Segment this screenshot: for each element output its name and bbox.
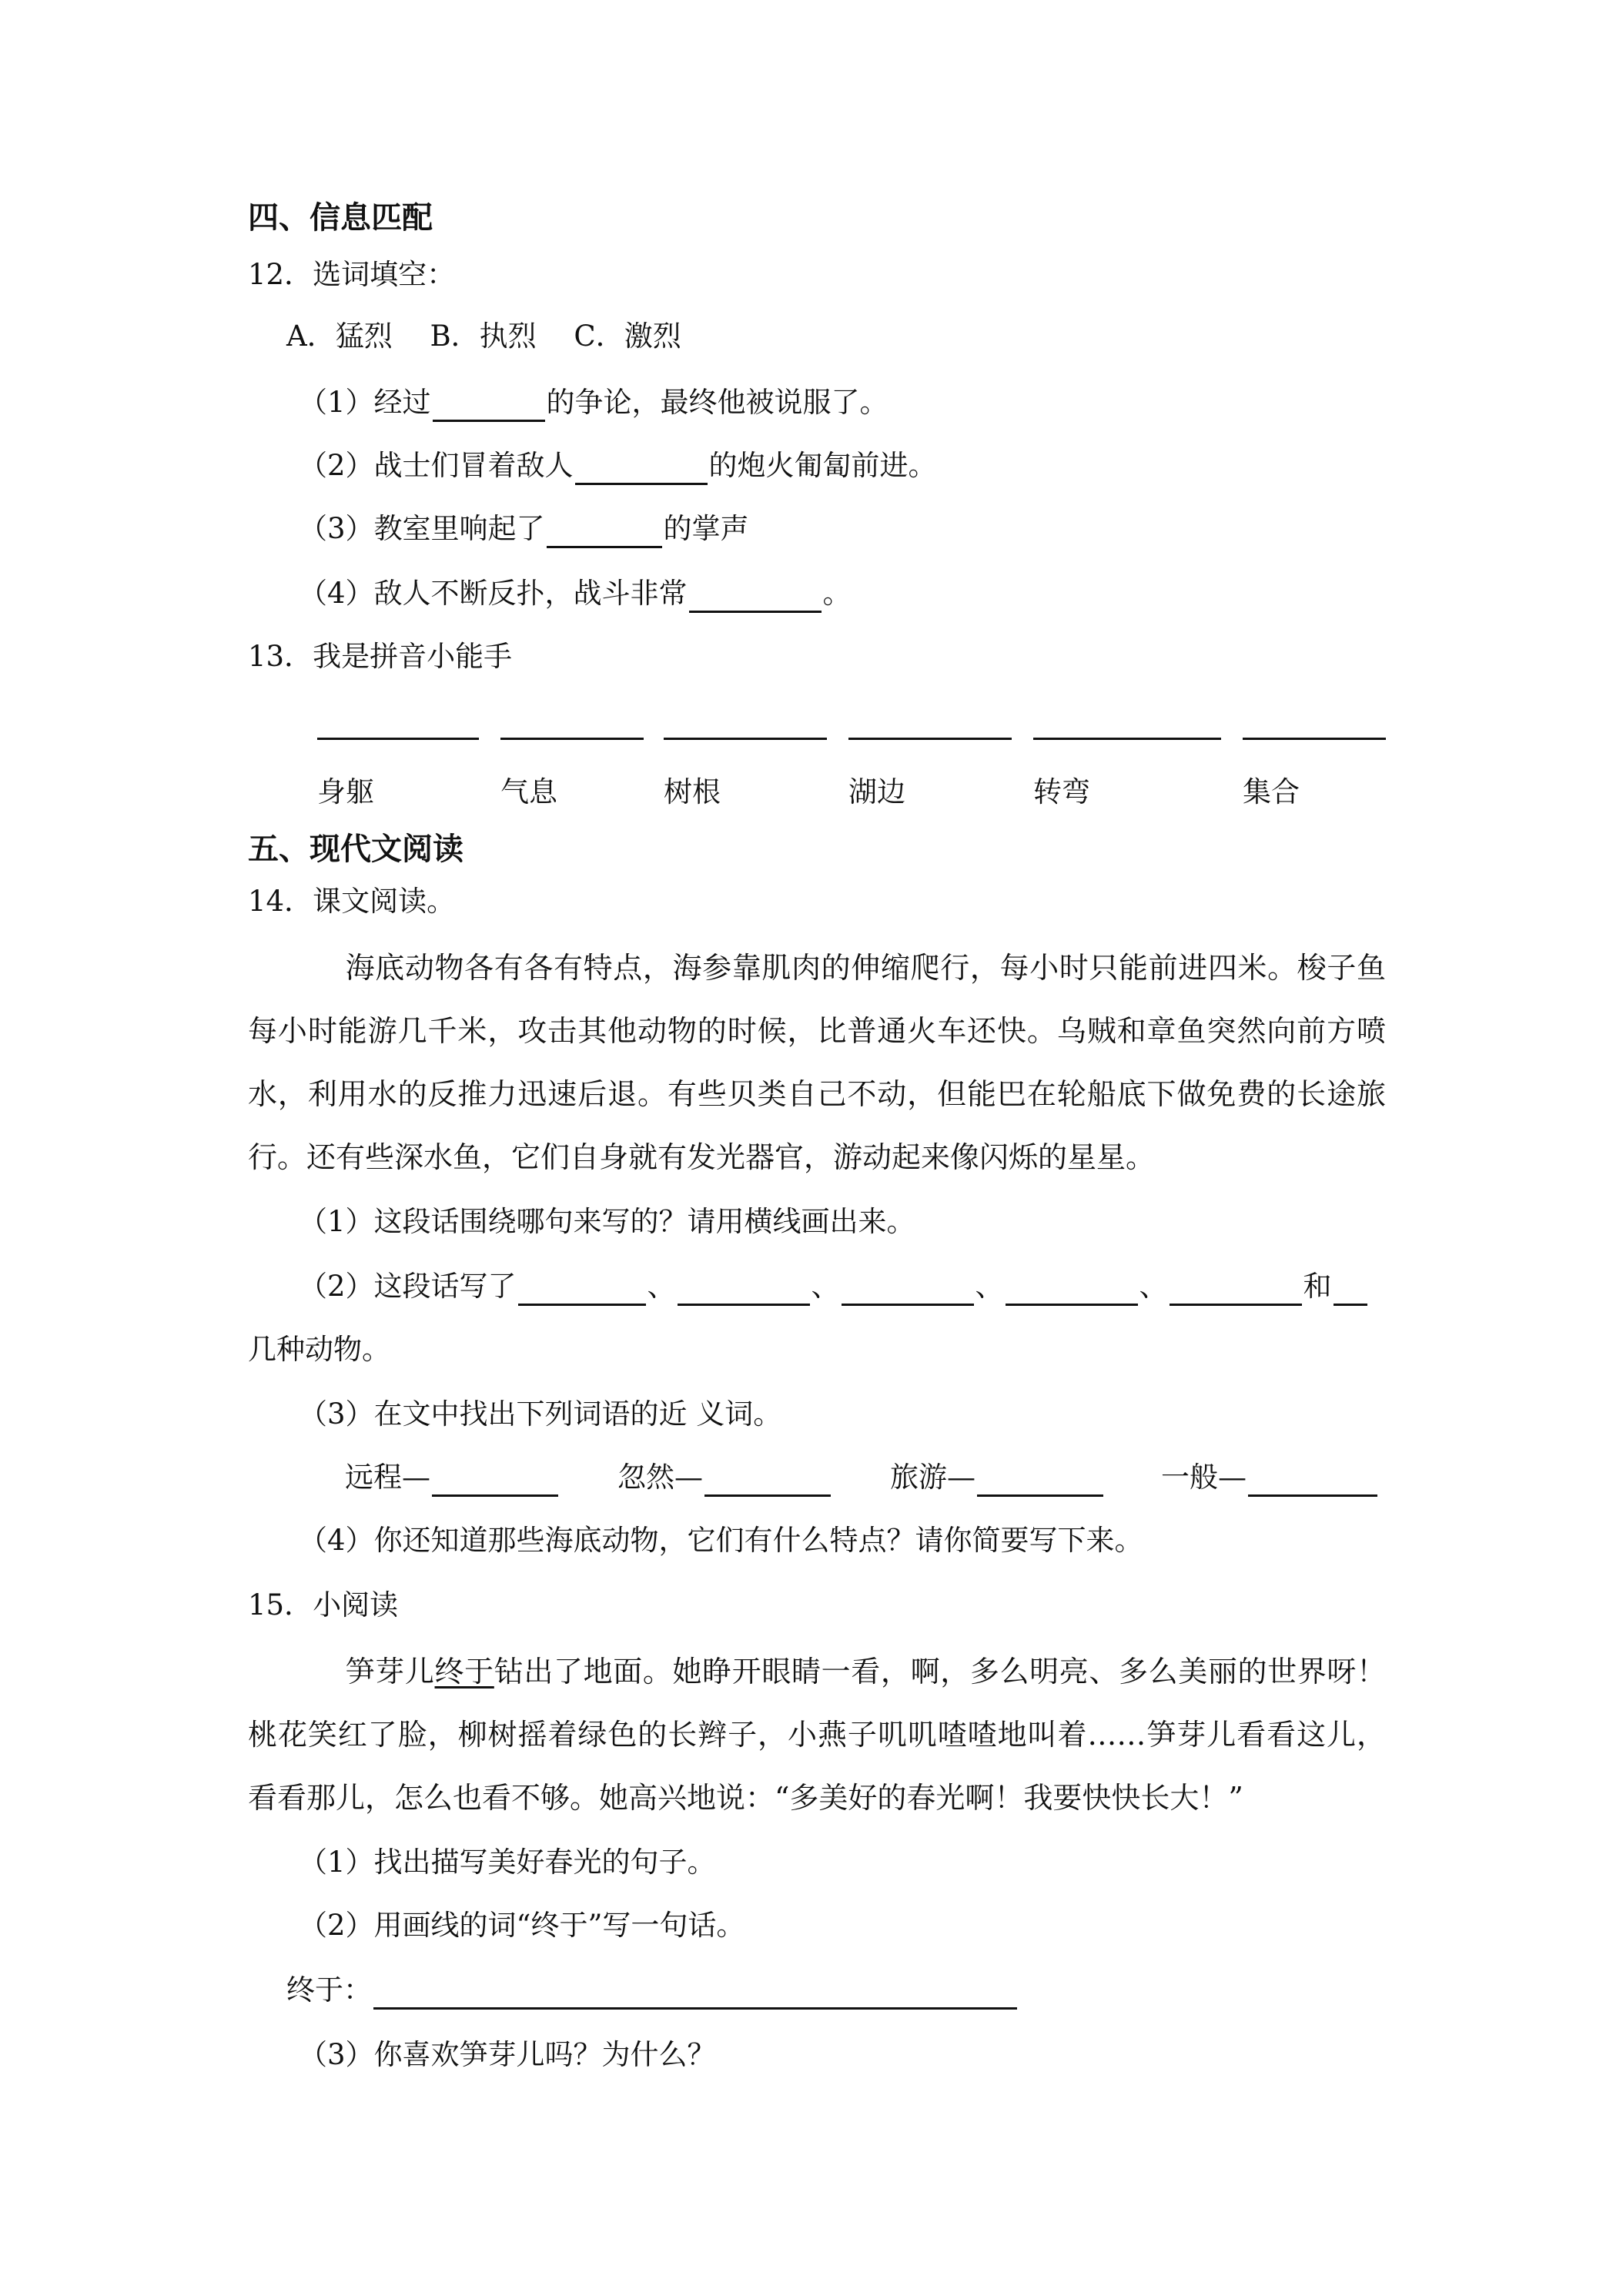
passage-sea-animals <box>248 936 1386 1189</box>
question-13-title: 13．我是拼音小能手 <box>248 640 513 673</box>
separator: 、 <box>975 1270 1004 1303</box>
question-15-sub-3: （3）你喜欢笋芽儿吗？为什么？ <box>299 2038 716 2071</box>
item-1-prefix: （1）经过 <box>299 386 431 419</box>
synonym-item <box>345 1458 560 1497</box>
question-15-sub-1: （1）找出描写美好春光的句子。 <box>299 1846 716 1879</box>
answer-blank[interactable] <box>433 390 545 422</box>
answer-blank[interactable] <box>547 517 662 548</box>
question-12-title: 12．选词填空： <box>248 258 456 291</box>
question-14-sub-1: （1）这段话围绕哪句来写的？请用横线画出来。 <box>299 1205 915 1238</box>
section-heading-5: 五、现代文阅读 <box>248 832 463 867</box>
separator: 、 <box>1139 1270 1168 1303</box>
section-heading-4: 四、信息匹配 <box>248 200 433 236</box>
answer-blank[interactable] <box>842 1274 974 1306</box>
question-14-title: 14．课文阅读。 <box>248 885 456 918</box>
passage-text: 钻出了地面。她睁开眼睛一看，啊，多么明亮、多么美丽的世界呀！桃花笑红了脸，柳树摇着绿色的长辫子，小燕子叽叽喳喳地叫着……笋芽儿看看这儿，看看那儿，怎么也看不够。她高兴地说：“多美好的春光啊！我要快快长大！” <box>248 1655 1386 1815</box>
conjunction: 和 <box>1303 1270 1332 1303</box>
pinyin-answer-line[interactable] <box>1033 738 1221 740</box>
item-4-suffix: 。 <box>822 577 852 610</box>
synonym-item <box>1161 1458 1379 1497</box>
separator: 、 <box>647 1270 676 1303</box>
answer-blank[interactable] <box>1170 1274 1302 1306</box>
pinyin-answer-line[interactable] <box>848 738 1012 740</box>
answer-blank[interactable] <box>678 1274 810 1306</box>
item-4-prefix: （4）敌人不断反扑，战斗非常 <box>299 577 688 610</box>
answer-blank[interactable] <box>1334 1274 1367 1306</box>
pinyin-answer-line[interactable] <box>664 738 827 740</box>
separator: 、 <box>811 1270 840 1303</box>
question-12-options: A．猛烈 B．执烈 C．激烈 <box>286 320 681 353</box>
answer-blank[interactable] <box>518 1274 646 1306</box>
sentence-writing-row <box>286 1971 1019 2010</box>
synonym-prompt: 忽然— <box>617 1461 703 1494</box>
pinyin-word: 身躯 <box>317 775 374 808</box>
answer-blank[interactable] <box>575 454 708 485</box>
answer-blank[interactable] <box>432 1465 558 1497</box>
underlined-word: 终于 <box>434 1655 494 1689</box>
item-3-prefix: （3）教室里响起了 <box>299 512 545 545</box>
item-1-suffix: 的争论，最终他被说服了。 <box>546 386 888 419</box>
question-15-sub-2: （2）用画线的词“终于”写一句话。 <box>299 1909 745 1942</box>
sub-2-prefix: （2）这段话写了 <box>299 1270 517 1303</box>
synonym-prompt: 远程— <box>345 1461 430 1494</box>
question-12-item-3 <box>299 510 749 548</box>
pinyin-answer-line[interactable] <box>500 738 644 740</box>
pinyin-answer-line[interactable] <box>317 738 479 740</box>
passage-text: 海底动物各有各有特点，海参靠肌肉的伸缩爬行，每小时只能前进四米。梭子鱼每小时能游几千米，攻击其他动物的时候，比普通火车还快。乌贼和章鱼突然向前方喷水，利用水的反推力迅速后退。有些贝类自己不动，但能巴在轮船底下做免费的长途旅行。还有些深水鱼，它们自身就有发光器官，游动起来像闪烁的星星。 <box>248 951 1386 1174</box>
pinyin-answer-line[interactable] <box>1243 738 1386 740</box>
item-2-prefix: （2）战士们冒着敌人 <box>299 449 574 482</box>
passage-text: 笋芽儿 <box>345 1655 435 1689</box>
answer-blank[interactable] <box>1248 1465 1377 1497</box>
question-14-sub-3: （3）在文中找出下列词语的近 义词。 <box>299 1397 782 1431</box>
answer-blank[interactable] <box>689 581 822 613</box>
pinyin-word: 湖边 <box>848 775 905 808</box>
question-14-sub-2-tail: 几种动物。 <box>248 1333 390 1366</box>
question-12-item-1 <box>299 383 888 422</box>
item-2-suffix: 的炮火匍匐前进。 <box>708 449 937 482</box>
question-14-sub-2 <box>299 1267 1369 1306</box>
passage-bamboo-shoot <box>248 1640 1386 1829</box>
synonym-item <box>890 1458 1105 1497</box>
pinyin-word: 集合 <box>1243 775 1300 808</box>
question-12-item-2 <box>299 447 937 485</box>
pinyin-word: 气息 <box>500 775 557 808</box>
synonym-prompt: 旅游— <box>890 1461 975 1494</box>
synonym-prompt: 一般— <box>1161 1461 1247 1494</box>
item-3-suffix: 的掌声 <box>663 512 749 545</box>
answer-blank[interactable] <box>977 1465 1103 1497</box>
pinyin-word: 树根 <box>664 775 721 808</box>
answer-blank[interactable] <box>1006 1274 1138 1306</box>
sentence-label: 终于： <box>286 1973 372 2006</box>
question-12-item-4 <box>299 574 852 613</box>
synonym-item <box>617 1458 832 1497</box>
answer-blank[interactable] <box>704 1465 831 1497</box>
sentence-answer-line[interactable] <box>373 1978 1017 2010</box>
question-15-title: 15．小阅读 <box>248 1588 399 1622</box>
question-14-sub-4: （4）你还知道那些海底动物，它们有什么特点？请你简要写下来。 <box>299 1524 1143 1557</box>
pinyin-word: 转弯 <box>1033 775 1090 808</box>
